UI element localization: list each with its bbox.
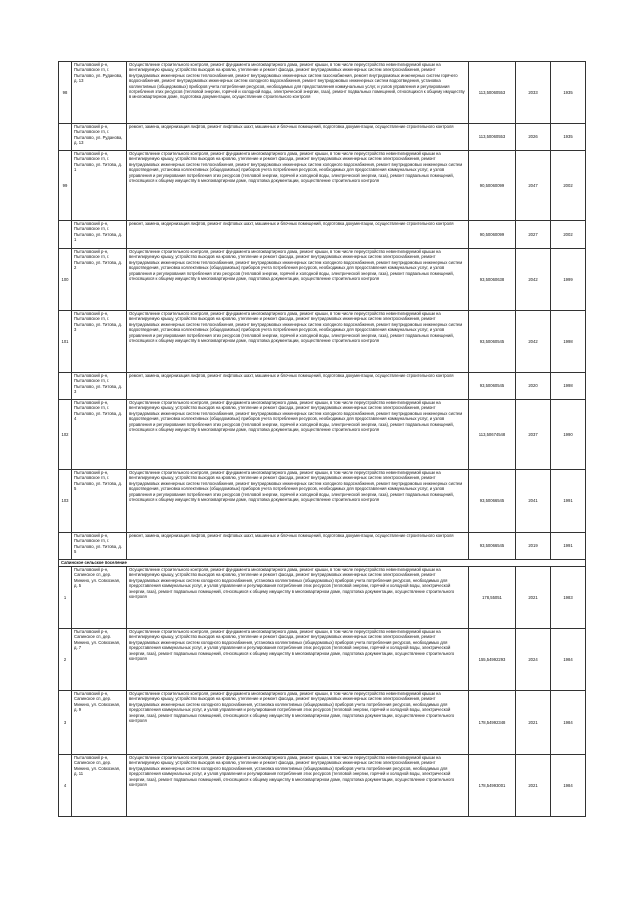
table-body: [59, 62, 586, 817]
plan-year-cell: 2041: [516, 470, 551, 533]
address-cell: Пыталовский р-н, Сапинское сп, дер. Минино, ул. Совхозная, д. 9: [72, 691, 127, 755]
table-row: [59, 755, 586, 817]
row-number: 103: [59, 470, 72, 533]
address-cell: Пыталовский р-н, Пыталовское гп, г. Пыталово, ул. Титова, д. 1: [72, 151, 127, 221]
built-year-cell: 1990: [551, 400, 586, 470]
row-number: 99: [59, 151, 72, 221]
works-cell: Осуществление строительного контроля, ремонт фундамента многоквартирного дома, ремонт крыши, в том числе переустройство невентилируемой крыши на вентилируемую крышу, устройство выходов на кровлю, утепление и ремонт фасада, ремонт внутридомовых инженерных систем электроснабжения, ремонт внутридомовых инженерных систем теплоснабжения, ремонт внутридомовых инженерных систем холодного водоснабжения, ремонт внутридомовых инженерных систем водоотведения, установка коллективных (общедомовых) приборов учета потребления ресурсов, необходимых для предоставления коммунальных услуг, и узлов управления и регулирования потребления этих ресурсов (тепловой энергии, горячей и холодной воды, электрической энергии, газа), ремонт подвальных помещений, относящихся к общему имуществу в многоквартирном доме, подготовка документации, осуществление строительного контроля: [127, 470, 469, 533]
address-cell: Пыталовский р-н, Сапинское сп, дер. Минино, ул. Совхозная, д. 7: [72, 629, 127, 691]
built-year-cell: 1983: [551, 567, 586, 629]
address-cell: Пыталовский р-н, Сапинское сп, дер. Минино, ул. Совхозная, д. 11: [72, 755, 127, 817]
works-cell: Осуществление строительного контроля, ремонт фундамента многоквартирного дома, ремонт крыши, в том числе переустройство невентилируемой крыши на вентилируемую крышу, устройство выходов на кровлю, утепление и ремонт фасада, ремонт внутридомовых инженерных систем электроснабжения, ремонт внутридомовых инженерных систем холодного водоснабжения, установка коллективных (общедомовых) приборов учета потребления ресурсов, необходимых для предоставления коммунальных услуг, и узлов управления и регулирования потребления этих ресурсов (тепловой энергии, горячей и холодной воды, электрической энергии, газа), ремонт подвальных помещений, относящихся к общему имуществу в многоквартирном доме, подготовка документации, осуществление строительного контроля: [127, 567, 469, 629]
plan-year-cell: 2021: [516, 567, 551, 629]
area-cell: 90,50060099: [469, 151, 516, 221]
works-cell: Осуществление строительного контроля, ремонт фундамента многоквартирного дома, ремонт крыши, в том числе переустройство невентилируемой крыши на вентилируемую крышу, устройство выходов на кровлю, утепление и ремонт фасада, ремонт внутридомовых инженерных систем электроснабжения, ремонт внутридомовых инженерных систем холодного водоснабжения, установка коллективных (общедомовых) приборов учета потребления ресурсов, необходимых для предоставления коммунальных услуг, и узлов управления и регулирования потребления этих ресурсов (тепловой энергии, горячей и холодной воды, электрической энергии, газа), ремонт подвальных помещений, относящихся к общему имуществу в многоквартирном доме, подготовка документации, осуществление строительного контроля: [127, 629, 469, 691]
address-cell: Пыталовский р-н, Пыталовское гп, г. Пыталово, ул. Титова, д. 5: [72, 533, 127, 560]
works-cell: Осуществление строительного контроля, ремонт фундамента многоквартирного дома, ремонт крыши, в том числе переустройство невентилируемой крыши на вентилируемую крышу, устройство выходов на кровлю, утепление и ремонт фасада, ремонт внутридомовых инженерных систем электроснабжения, ремонт внутридомовых инженерных систем холодного водоснабжения, установка коллективных (общедомовых) приборов учета потребления ресурсов, необходимых для предоставления коммунальных услуг, и узлов управления и регулирования потребления этих ресурсов (тепловой энергии, горячей и холодной воды, электрической энергии, газа), ремонт подвальных помещений, относящихся к общему имуществу в многоквартирном доме, подготовка документации, осуществление строительного контроля: [127, 691, 469, 755]
plan-year-cell: 2033: [516, 62, 551, 124]
address-cell: Пыталовский р-н, Пыталовское гп, г. Пыталово, ул. Титова, д. 4: [72, 400, 127, 470]
address-cell: Пыталовский р-н, Пыталовское гп, г. Пыталово, ул. Титова, д. 3: [72, 373, 127, 400]
works-cell: Осуществление строительного контроля, ремонт фундамента многоквартирного дома, ремонт крыши, в том числе переустройство невентилируемой крыши на вентилируемую крышу, устройство выходов на кровлю, утепление и ремонт фасада, ремонт внутридомовых инженерных систем электроснабжения, ремонт внутридомовых инженерных систем теплоснабжения, ремонт внутридомовых инженерных систем холодного водоснабжения, ремонт внутридомовых инженерных систем водоотведения, установка коллективных (общедомовых) приборов учета потребления ресурсов, необходимых для предоставления коммунальных услуг, и узлов управления и регулирования потребления этих ресурсов (тепловой энергии, горячей и холодной воды, электрической энергии, газа), ремонт подвальных помещений, относящихся к общему имуществу в многоквартирном доме, подготовка документации, осуществление строительного контроля: [127, 311, 469, 373]
address-cell: Пыталовский р-н, Сапинское сп, дер. Минино, ул. Совхозная, д. 5: [72, 567, 127, 629]
row-number: 1: [59, 567, 72, 629]
row-number: [59, 124, 72, 151]
plan-year-cell: 2042: [516, 249, 551, 311]
document-page: [58, 61, 585, 817]
row-number: 2: [59, 629, 72, 691]
built-year-cell: 1935: [551, 124, 586, 151]
table-row: [59, 62, 586, 124]
row-number: [59, 373, 72, 400]
plan-year-cell: 2037: [516, 400, 551, 470]
area-cell: 113,50060553: [469, 62, 516, 124]
area-cell: 90,50060099: [469, 221, 516, 249]
address-cell: Пыталовский р-н, Пыталовское гп, г. Пыталово, ул. Титова, д. 3: [72, 311, 127, 373]
address-cell: Пыталовский р-н, Пыталовское гп, г. Пыталово, ул. Титова, д. 5: [72, 470, 127, 533]
table-row: [59, 311, 586, 373]
section-row: [59, 560, 586, 567]
area-cell: 93,50066545: [469, 470, 516, 533]
works-cell: Осуществление строительного контроля, ремонт фундамента многоквартирного дома, ремонт крыши, в том числе переустройство невентилируемой крыши на вентилируемую крышу, устройство выходов на кровлю, утепление и ремонт фасада, ремонт внутридомовых инженерных систем электроснабжения, ремонт внутридомовых инженерных систем теплоснабжения, ремонт внутридомовых инженерных систем холодного водоснабжения, ремонт внутридомовых инженерных систем водоотведения, установка коллективных (общедомовых) приборов учета потребления ресурсов, необходимых для предоставления коммунальных услуг, и узлов управления и регулирования потребления этих ресурсов (тепловой энергии, горячей и холодной воды, электрической энергии, газа), ремонт подвальных помещений, относящихся к общему имуществу в многоквартирном доме, подготовка документации, осуществление строительного контроля: [127, 249, 469, 311]
table-row: [59, 533, 586, 560]
built-year-cell: 2002: [551, 221, 586, 249]
row-number: 98: [59, 62, 72, 124]
plan-year-cell: 2047: [516, 151, 551, 221]
plan-year-cell: 2019: [516, 533, 551, 560]
built-year-cell: 1984: [551, 629, 586, 691]
section-title: Сапинское сельское поселение: [59, 560, 586, 567]
capital-repair-table: [58, 61, 586, 817]
built-year-cell: 1984: [551, 691, 586, 755]
address-cell: Пыталовский р-н, Пыталовское гп, г. Пыталово, ул. Руданова, д. 13: [72, 62, 127, 124]
plan-year-cell: 2026: [516, 124, 551, 151]
area-cell: 93,50060545: [469, 311, 516, 373]
area-cell: 93,50066545: [469, 533, 516, 560]
built-year-cell: 1991: [551, 470, 586, 533]
works-cell: Осуществление строительного контроля, ремонт фундамента многоквартирного дома, ремонт крыши, в том числе переустройство невентилируемой крыши на вентилируемую крышу, устройство выходов на кровлю, утепление и ремонт фасада, ремонт внутридомовых инженерных систем электроснабжения, ремонт внутридомовых инженерных систем теплоснабжения, ремонт внутридомовых инженерных систем газоснабжения, ремонт внутридомовых инженерных систем горячего водоснабжения, ремонт внутридомовых инженерных систем холодного водоснабжения, ремонт внутридомовых инженерных систем водоотведения, установка коллективных (общедомовых) приборов учета потребления ресурсов, необходимых для предоставления коммунальных услуг, и узлов управления и регулирования потребления этих ресурсов (тепловой энергии, горячей и холодной воды, электрической энергии, газа), ремонт подвальных помещений, относящихся к общему имуществу в многоквартирном доме, подготовка документации, осуществление строительного контроля: [127, 62, 469, 124]
table-row: [59, 373, 586, 400]
built-year-cell: 1998: [551, 311, 586, 373]
area-cell: 93,50060638: [469, 249, 516, 311]
area-cell: 93,50060545: [469, 373, 516, 400]
row-number: 4: [59, 755, 72, 817]
works-cell: ремонт, замена, модернизация лифтов, ремонт лифтовых шахт, машинных и блочных помещений, подготовка документации, осуществление строительного контроля: [127, 533, 469, 560]
area-cell: 113,50060553: [469, 124, 516, 151]
works-cell: Осуществление строительного контроля, ремонт фундамента многоквартирного дома, ремонт крыши, в том числе переустройство невентилируемой крыши на вентилируемую крышу, устройство выходов на кровлю, утепление и ремонт фасада, ремонт внутридомовых инженерных систем электроснабжения, ремонт внутридомовых инженерных систем теплоснабжения, ремонт внутридомовых инженерных систем холодного водоснабжения, ремонт внутридомовых инженерных систем водоотведения, установка коллективных (общедомовых) приборов учета потребления ресурсов, необходимых для предоставления коммунальных услуг, и узлов управления и регулирования потребления этих ресурсов (тепловой энергии, горячей и холодной воды, электрической энергии, газа), ремонт подвальных помещений, относящихся к общему имуществу в многоквартирном доме, подготовка документации, осуществление строительного контроля: [127, 400, 469, 470]
area-cell: 178,55051: [469, 567, 516, 629]
built-year-cell: 1935: [551, 62, 586, 124]
plan-year-cell: 2027: [516, 221, 551, 249]
table-row: [59, 567, 586, 629]
table-row: [59, 249, 586, 311]
built-year-cell: 1991: [551, 533, 586, 560]
built-year-cell: 2002: [551, 151, 586, 221]
area-cell: 178,54992348: [469, 691, 516, 755]
plan-year-cell: 2024: [516, 629, 551, 691]
built-year-cell: 1998: [551, 373, 586, 400]
table-row: [59, 470, 586, 533]
table-row: [59, 151, 586, 221]
table-row: [59, 691, 586, 755]
table-row: [59, 400, 586, 470]
plan-year-cell: 2020: [516, 373, 551, 400]
works-cell: Осуществление строительного контроля, ремонт фундамента многоквартирного дома, ремонт крыши, в том числе переустройство невентилируемой крыши на вентилируемую крышу, устройство выходов на кровлю, утепление и ремонт фасада, ремонт внутридомовых инженерных систем электроснабжения, ремонт внутридомовых инженерных систем теплоснабжения, ремонт внутридомовых инженерных систем холодного водоснабжения, ремонт внутридомовых инженерных систем водоотведения, установка коллективных (общедомовых) приборов учета потребления ресурсов, необходимых для предоставления коммунальных услуг, и узлов управления и регулирования потребления этих ресурсов (тепловой энергии, горячей и холодной воды, электрической энергии, газа), ремонт подвальных помещений, относящихся к общему имуществу в многоквартирном доме, подготовка документации, осуществление строительного контроля: [127, 151, 469, 221]
address-cell: Пыталовский р-н, Пыталовское гп, г. Пыталово, ул. Титова, д. 2: [72, 249, 127, 311]
table-row: [59, 221, 586, 249]
row-number: [59, 221, 72, 249]
area-cell: 155,54992293: [469, 629, 516, 691]
row-number: 3: [59, 691, 72, 755]
built-year-cell: 1984: [551, 755, 586, 817]
row-number: [59, 533, 72, 560]
address-cell: Пыталовский р-н, Пыталовское гп, г. Пыталово, ул. Руданова, д. 13: [72, 124, 127, 151]
works-cell: Осуществление строительного контроля, ремонт фундамента многоквартирного дома, ремонт крыши, в том числе переустройство невентилируемой крыши на вентилируемую крышу, устройство выходов на кровлю, утепление и ремонт фасада, ремонт внутридомовых инженерных систем электроснабжения, ремонт внутридомовых инженерных систем холодного водоснабжения, установка коллективных (общедомовых) приборов учета потребления ресурсов, необходимых для предоставления коммунальных услуг, и узлов управления и регулирования потребления этих ресурсов (тепловой энергии, горячей и холодной воды, электрической энергии, газа), ремонт подвальных помещений, относящихся к общему имуществу в многоквартирном доме, подготовка документации, осуществление строительного контроля: [127, 755, 469, 817]
works-cell: ремонт, замена, модернизация лифтов, ремонт лифтовых шахт, машинных и блочных помещений, подготовка документации, осуществление строительного контроля: [127, 221, 469, 249]
area-cell: 178,54993001: [469, 755, 516, 817]
area-cell: 113,50674548: [469, 400, 516, 470]
address-cell: Пыталовский р-н, Пыталовское гп, г. Пыталово, ул. Титова, д. 1: [72, 221, 127, 249]
table-row: [59, 124, 586, 151]
row-number: 100: [59, 249, 72, 311]
row-number: 101: [59, 311, 72, 373]
plan-year-cell: 2021: [516, 755, 551, 817]
table-row: [59, 629, 586, 691]
works-cell: ремонт, замена, модернизация лифтов, ремонт лифтовых шахт, машинных и блочных помещений, подготовка документации, осуществление строительного контроля: [127, 373, 469, 400]
built-year-cell: 1999: [551, 249, 586, 311]
plan-year-cell: 2021: [516, 691, 551, 755]
works-cell: ремонт, замена, модернизация лифтов, ремонт лифтовых шахт, машинных и блочных помещений, подготовка документации, осуществление строительного контроля: [127, 124, 469, 151]
row-number: 102: [59, 400, 72, 470]
plan-year-cell: 2042: [516, 311, 551, 373]
